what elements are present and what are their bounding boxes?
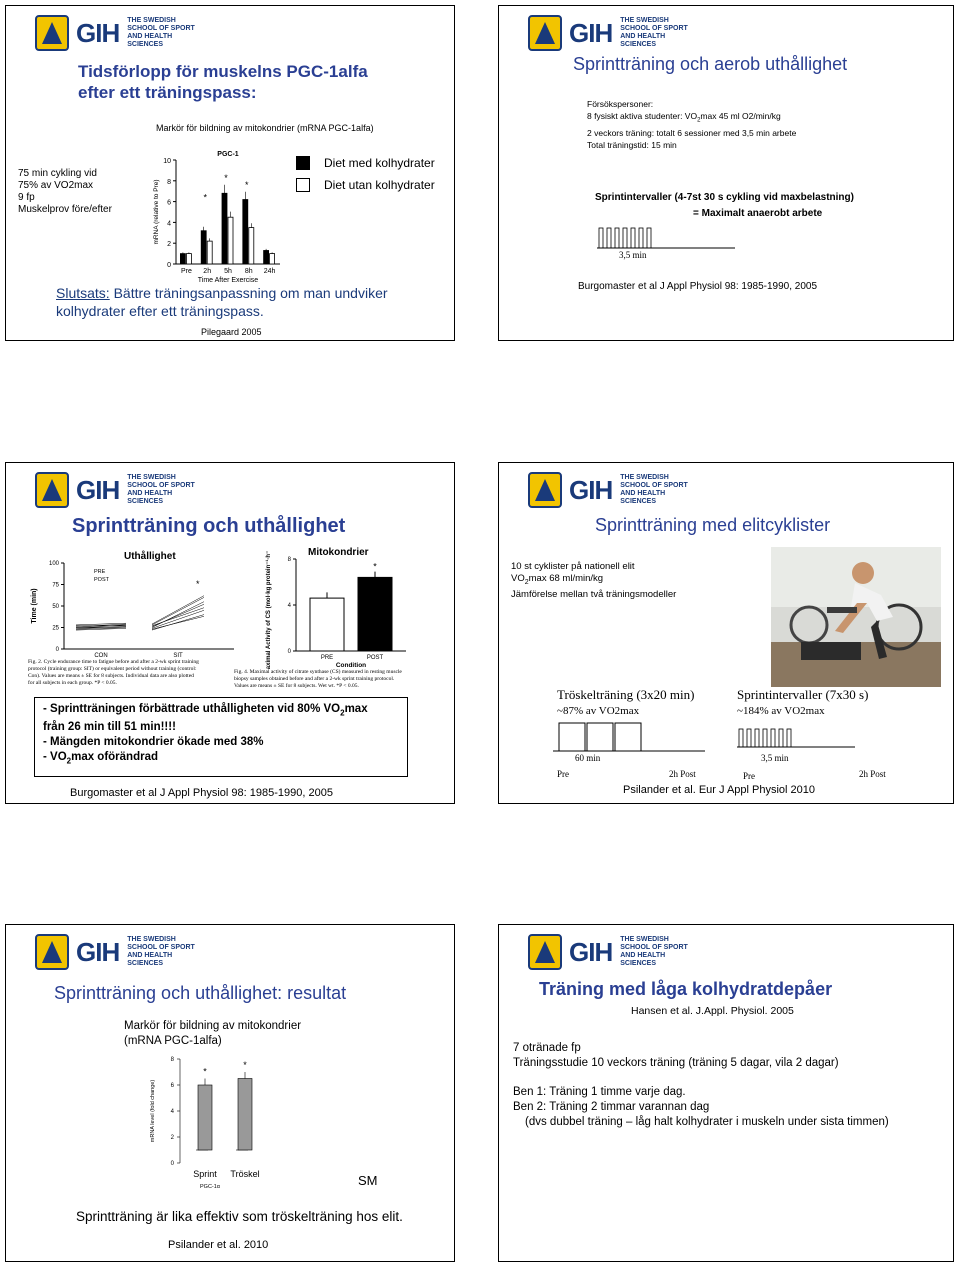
interval-pulse: [607, 228, 611, 248]
slide-3: [5, 462, 455, 804]
bar: [270, 254, 275, 264]
bar: [310, 598, 344, 651]
interval-text: Sprintintervaller (4-7st 30 s cykling vid maxbelastning): [595, 192, 854, 203]
reference: Psilander et al. Eur J Appl Physiol 2010: [623, 784, 816, 796]
x-tick-label: CON: [94, 653, 108, 657]
threshold-sub: ~87% av VO2max: [557, 705, 640, 717]
x-tick-label: SIT: [173, 653, 183, 657]
caption-line: Values are means ± SE for 8 subjects. Wet wt. *P < 0.05.: [234, 683, 359, 689]
side-line: Muskelprov före/efter: [18, 204, 112, 215]
logo: [527, 14, 700, 52]
y-tick-label: 100: [48, 561, 59, 567]
threshold-protocol-diagram: [549, 717, 709, 757]
conclusion-text: Bättre träningsanpassning om man undviker: [109, 285, 388, 301]
x-axis-label: Condition: [335, 662, 367, 669]
slide-1: [5, 5, 455, 341]
reference: Psilander et al. 2010: [168, 1239, 269, 1251]
interval-pulse: [747, 729, 751, 747]
y-tick-label: 8: [287, 557, 291, 563]
legs-info: [513, 1085, 889, 1130]
results-box: [34, 697, 408, 777]
slide-title: Sprintträning och uthållighet: resultat: [54, 983, 347, 1003]
x-tick-label: Pre: [180, 268, 192, 275]
duration-label: 3,5 min: [619, 250, 647, 260]
caption-line: Fig. 4. Maximal activity of citrate synthase (CS) measured in resting muscle: [234, 669, 402, 675]
crest-icon: [527, 933, 563, 971]
conclusion-line1: [56, 285, 388, 301]
x-tick-label: PRE: [320, 655, 334, 661]
interval-pulse: [647, 228, 651, 248]
caption-line: Con). Values are means ± SE for 8 subjects. Individual data are also plotted: [28, 673, 194, 679]
y-axis-label: Maximal Activity of CS (mol·kg protein⁻¹·h⁻¹ ww): [266, 551, 272, 669]
bar: [249, 228, 254, 264]
logo-text: GIH: [76, 17, 120, 48]
y-axis-label: mRNA (relative to Pre): [153, 179, 160, 245]
marker-line: Markör för bildning av mitokondrier: [124, 1020, 302, 1032]
y-tick-label: 10: [163, 158, 171, 165]
bar: [198, 1085, 212, 1150]
info-line: 8 fysiskt aktiva studenter: $VO_2\max$ 45 ml O2/min/kg: [587, 111, 781, 124]
result-text: max: [344, 703, 368, 715]
legend-label: POST: [94, 577, 109, 583]
logo: [34, 933, 207, 971]
subject-line: [152, 596, 204, 624]
legend-swatch-white: [296, 178, 310, 192]
result-line: - Mängden mitokondrier ökade med 38%: [43, 736, 264, 749]
x-tick-label: 8h: [244, 268, 253, 275]
slide-6: [498, 924, 954, 1262]
legend-label: Diet med kolhydrater: [324, 156, 435, 170]
significance-marker: *: [373, 561, 377, 572]
info-text: max 68 ml/min/kg: [528, 573, 604, 584]
y-tick-label: 25: [52, 625, 59, 632]
cyclist-photo: [771, 547, 941, 687]
subject-line: [76, 628, 126, 630]
slide-title-line1: Tidsförlopp för muskelns PGC-1alfa: [78, 62, 368, 81]
side-line: 75 min cykling vid: [18, 168, 97, 179]
caption-line: biopsy samples obtained before and after a 2-wk sprint training protocol.: [234, 676, 395, 682]
info-text: max 45 ml O2/min/kg: [700, 111, 781, 121]
pgc1-result-chart: [144, 1051, 294, 1196]
subject-line: [152, 610, 204, 628]
legend-label: Diet utan kolhydrater: [324, 178, 435, 192]
interval-pulse: [779, 729, 783, 747]
interval-pulse: [763, 729, 767, 747]
slide-title-line2: efter ett träningspass:: [78, 83, 257, 102]
interval-pulse: [623, 228, 627, 248]
fig2-caption: [28, 659, 199, 687]
x-tick-label: Sprint: [193, 1169, 217, 1179]
crest-icon: [527, 471, 563, 509]
info-line: (dvs dubbel träning – låg halt kolhydrater i muskeln under sista timmen): [525, 1116, 889, 1128]
bar: [186, 254, 191, 264]
info-text: 8 fysiskt aktiva studenter: VO: [587, 111, 698, 121]
interval-diagram: [597, 226, 737, 252]
logo-tagline: THE SWEDISH SCHOOL OF SPORT AND HEALTH SCIENCES: [620, 474, 688, 505]
logo-tagline: THE SWEDISH SCHOOL OF SPORT AND HEALTH SCIENCES: [620, 17, 688, 48]
caption-line: for all subjects in each group. *P < 0.05.: [28, 680, 117, 686]
y-tick-label: 4: [287, 603, 291, 609]
bar: [180, 254, 185, 264]
sprint-title: Sprintintervaller (7x30 s): [737, 687, 869, 702]
interval-pulse: [599, 228, 603, 248]
y-tick-label: 2: [170, 1135, 174, 1141]
info-line: Jämförelse mellan två träningsmodeller: [511, 588, 677, 600]
y-tick-label: 0: [55, 647, 59, 653]
post-label: 2h Post: [669, 769, 696, 779]
reference: Burgomaster et al J Appl Physiol 98: 1985-1990, 2005: [578, 281, 818, 292]
post-label: 2h Post: [859, 769, 886, 779]
y-tick-label: 0: [170, 1161, 174, 1167]
sprint-protocol-diagram: [737, 725, 857, 749]
chart-title: PGC-1: [217, 151, 239, 158]
logo-tagline: THE SWEDISH SCHOOL OF SPORT AND HEALTH SCIENCES: [127, 17, 195, 48]
legend-swatch-black: [296, 156, 310, 170]
y-tick-label: 0: [287, 649, 291, 655]
x-tick-label: 2h: [203, 268, 212, 275]
info-line: $VO_2\max$ 68 ml/min/kg: [511, 573, 604, 586]
logo: [527, 471, 700, 509]
significance-marker: *: [243, 1060, 247, 1071]
conclusion-line2: kolhydrater efter ett träningspass.: [56, 303, 264, 319]
logo: [34, 471, 207, 509]
anaerob-text: = Maximalt anaerobt arbete: [693, 208, 823, 219]
result-line: - $VO_2\max$ oförändrad: [43, 751, 159, 766]
left-chart-label: Uthållighet: [124, 551, 176, 562]
info-line: Ben 1: Träning 1 timme varje dag.: [513, 1086, 686, 1098]
info-line: 7 otränade fp: [513, 1042, 581, 1054]
result-line: - Sprintträningen förbättrade uthålligheten vid 80% $VO_2\max$: [43, 703, 368, 718]
info-line: 10 st cyklister på nationell elit: [511, 561, 635, 572]
side-line: 9 fp: [18, 192, 35, 203]
subject-line: [152, 597, 204, 625]
logo-text: GIH: [569, 17, 613, 48]
interval-pulse: [631, 228, 635, 248]
slide-title: Sprintträning och aerob uthållighet: [573, 54, 848, 74]
subject-line: [152, 602, 204, 628]
marker-text: [124, 1019, 301, 1049]
bar: [228, 217, 233, 264]
info-line: 2 veckors träning: totalt 6 sessioner med 3,5 min arbete: [587, 127, 797, 138]
slide-2: [498, 5, 954, 341]
legend-item-with: [296, 156, 435, 170]
reference: Hansen et al. J.Appl. Physiol. 2005: [631, 1005, 794, 1017]
crest-icon: [34, 471, 70, 509]
endurance-chart: [28, 553, 248, 662]
x-tick-label: Tröskel: [230, 1169, 260, 1179]
subject-line: [152, 616, 204, 629]
crest-icon: [34, 933, 70, 971]
study-info: [513, 1041, 839, 1071]
slide-5: [5, 924, 455, 1262]
info-line: Träningsstudie 10 veckors träning (träning 5 dagar, vila 2 dagar): [513, 1057, 839, 1069]
interval-pulse: [639, 228, 643, 248]
sprint-duration: 3,5 min: [761, 753, 789, 763]
bar: [222, 193, 227, 264]
sm-label: SM: [358, 1173, 378, 1188]
result-text: max oförändrad: [71, 751, 159, 764]
bar: [264, 250, 269, 264]
bar: [207, 241, 212, 264]
cyclists-info: [511, 561, 676, 601]
x-tick-label: 5h: [224, 268, 232, 275]
logo-text: GIH: [569, 936, 613, 967]
side-note: [18, 168, 112, 216]
reference: Burgomaster et al J Appl Physiol 98: 1985-1990, 2005: [70, 787, 333, 799]
legend-item-without: [296, 178, 435, 192]
caption-line: Fig. 2. Cycle endurance time to fatigue before and after a 2-wk sprint training: [28, 659, 199, 665]
info-line: Total träningstid: 15 min: [587, 139, 677, 150]
x-tick-label: 24h: [263, 268, 276, 275]
y-axis-label: mRNA level (fold change): [150, 1079, 156, 1143]
result-line: från 26 min till 51 min!!!!: [43, 721, 176, 734]
bar: [358, 577, 392, 651]
slide-title: Träning med låga kolhydratdepåer: [539, 979, 833, 999]
logo-text: GIH: [76, 474, 120, 505]
significance-marker: *: [203, 192, 207, 203]
threshold-title: Tröskelträning (3x20 min): [557, 687, 695, 702]
logo-text: GIH: [76, 936, 120, 967]
fig4-caption: [234, 669, 402, 690]
y-tick-label: 4: [170, 1109, 174, 1115]
result-text: - VO: [43, 751, 67, 764]
marker-text: Markör för bildning av mitokondrier (mRNA PGC-1alfa): [156, 123, 374, 133]
y-tick-label: 50: [52, 604, 59, 610]
significance-marker: *: [224, 172, 228, 183]
bar: [243, 200, 248, 264]
subject-line: [76, 628, 126, 630]
significance-marker: *: [196, 579, 200, 590]
slide-title: Sprintträning och uthållighet: [72, 515, 346, 537]
interval-pulse: [739, 729, 743, 747]
significance-marker: *: [203, 1066, 207, 1077]
x-tick-label: POST: [366, 655, 384, 661]
subjects-info: [587, 98, 796, 151]
interval-pulse: [615, 228, 619, 248]
slide-4: [498, 462, 954, 804]
bar: [201, 231, 206, 264]
significance-marker: *: [245, 180, 249, 191]
right-chart-label: Mitokondrier: [308, 547, 369, 558]
crest-icon: [527, 14, 563, 52]
citrate-synthase-chart: [256, 551, 416, 674]
y-tick-label: 2: [167, 241, 171, 249]
y-tick-label: 6: [170, 1083, 174, 1089]
info-line: Ben 2: Träning 2 timmar varannan dag: [513, 1101, 710, 1113]
info-line: Försökspersoner:: [587, 99, 654, 109]
y-tick-label: 8: [167, 178, 171, 186]
slide-title: Sprintträning med elitcyklister: [595, 515, 831, 535]
bar: [238, 1079, 252, 1151]
conclusion-label: Slutsats:: [56, 285, 110, 301]
caption-line: protocol (training group: SIT) or equivalent period without training (control:: [28, 666, 197, 672]
logo-tagline: THE SWEDISH SCHOOL OF SPORT AND HEALTH SCIENCES: [127, 474, 195, 505]
conclusion: Sprintträning är lika effektiv som tröskelträning hos elit.: [76, 1209, 403, 1224]
sprint-sub: ~184% av VO2max: [737, 705, 825, 717]
x-sub-label: PGC-1α: [200, 1184, 220, 1190]
pgc1-chart: [146, 146, 286, 291]
logo: [34, 14, 207, 52]
y-tick-label: 75: [52, 582, 59, 589]
y-axis-label: Time (min): [31, 588, 38, 624]
logo-text: GIH: [569, 474, 613, 505]
y-tick-label: 8: [170, 1057, 174, 1063]
y-tick-label: 0: [167, 262, 171, 269]
interval-pulse: [771, 729, 775, 747]
pre-label: Pre: [743, 771, 755, 781]
logo-tagline: THE SWEDISH SCHOOL OF SPORT AND HEALTH SCIENCES: [620, 936, 688, 967]
interval-pulse: [755, 729, 759, 747]
pre-label: Pre: [557, 769, 569, 779]
result-text: - Sprintträningen förbättrade uthålligheten vid 80% VO: [43, 703, 341, 715]
reference: Pilegaard 2005: [201, 327, 262, 337]
side-line: 75% av VO2max: [18, 180, 94, 191]
interval-pulse: [787, 729, 791, 747]
x-axis-label: Time After Exercise: [197, 277, 259, 284]
logo: [527, 933, 700, 971]
legend-label: PRE: [94, 569, 106, 575]
info-text: VO: [511, 573, 525, 584]
y-tick-label: 4: [167, 220, 171, 228]
crest-icon: [34, 14, 70, 52]
marker-line: (mRNA PGC-1alfa): [124, 1035, 222, 1047]
logo-tagline: THE SWEDISH SCHOOL OF SPORT AND HEALTH SCIENCES: [127, 936, 195, 967]
threshold-duration: 60 min: [575, 753, 601, 763]
y-tick-label: 6: [167, 199, 171, 207]
